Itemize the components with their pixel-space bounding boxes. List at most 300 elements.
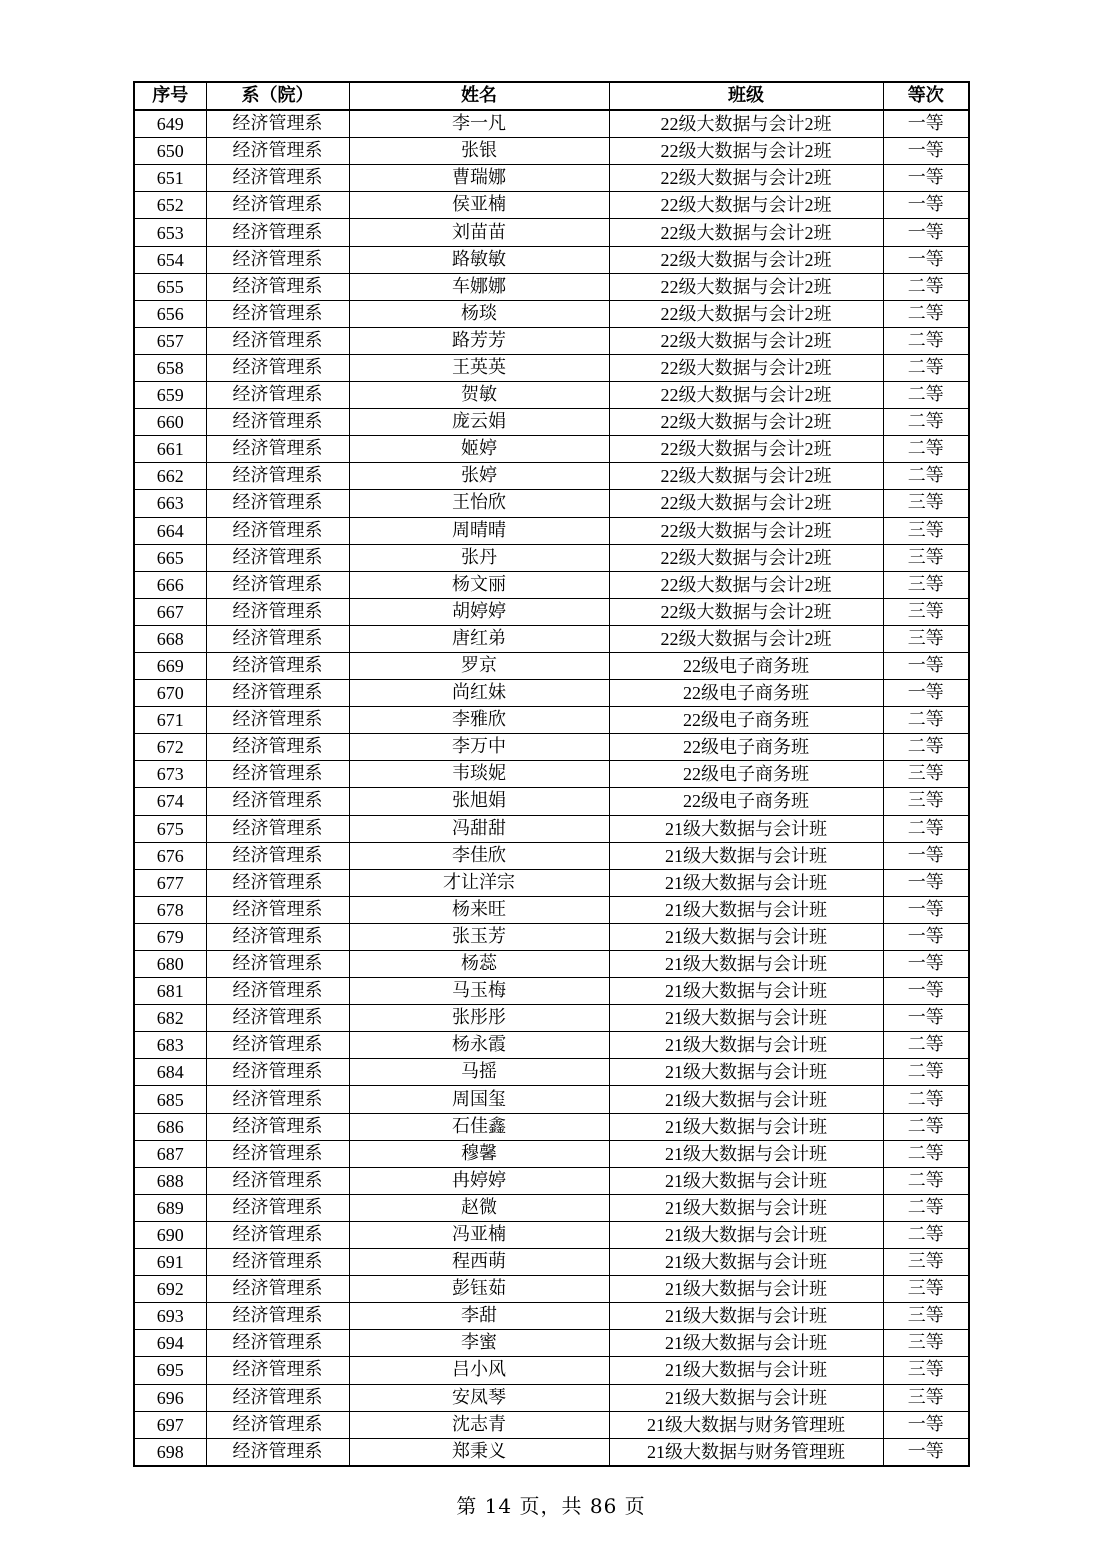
- serial-number-cell: 669: [134, 652, 206, 679]
- table-row: [134, 382, 969, 409]
- table-row: [134, 978, 969, 1005]
- department-cell: 经济管理系: [206, 1357, 349, 1384]
- name-cell: 张彤彤: [349, 1005, 609, 1032]
- department-cell: 经济管理系: [206, 707, 349, 734]
- class-cell: 22级电子商务班: [609, 707, 883, 734]
- name-cell: 吕小风: [349, 1357, 609, 1384]
- name-cell: 马摇: [349, 1059, 609, 1086]
- class-cell: 22级大数据与会计2班: [609, 246, 883, 273]
- serial-number-cell: 678: [134, 896, 206, 923]
- serial-number-cell: 687: [134, 1140, 206, 1167]
- grade-cell: 一等: [883, 680, 969, 707]
- table-row: [134, 463, 969, 490]
- name-cell: 王英英: [349, 354, 609, 381]
- grade-cell: 三等: [883, 571, 969, 598]
- name-cell: 罗京: [349, 652, 609, 679]
- grade-cell: 三等: [883, 598, 969, 625]
- department-cell: 经济管理系: [206, 842, 349, 869]
- department-cell: 经济管理系: [206, 409, 349, 436]
- class-cell: 22级大数据与会计2班: [609, 517, 883, 544]
- grade-cell: 一等: [883, 652, 969, 679]
- table-row: [134, 1438, 969, 1466]
- department-cell: 经济管理系: [206, 517, 349, 544]
- department-cell: 经济管理系: [206, 951, 349, 978]
- name-cell: 马玉梅: [349, 978, 609, 1005]
- grade-cell: 三等: [883, 788, 969, 815]
- name-cell: 胡婷婷: [349, 598, 609, 625]
- name-cell: 张银: [349, 138, 609, 165]
- grade-cell: 二等: [883, 382, 969, 409]
- grade-cell: 二等: [883, 409, 969, 436]
- department-cell: 经济管理系: [206, 1059, 349, 1086]
- grade-cell: 二等: [883, 300, 969, 327]
- class-cell: 21级大数据与会计班: [609, 1059, 883, 1086]
- serial-number-cell: 679: [134, 923, 206, 950]
- table-row: [134, 571, 969, 598]
- class-cell: 21级大数据与会计班: [609, 1249, 883, 1276]
- name-cell: 杨来旺: [349, 896, 609, 923]
- table-row: [134, 761, 969, 788]
- serial-number-cell: 650: [134, 138, 206, 165]
- name-cell: 杨永霞: [349, 1032, 609, 1059]
- name-cell: 赵微: [349, 1194, 609, 1221]
- table-row: [134, 734, 969, 761]
- grade-cell: 二等: [883, 1059, 969, 1086]
- grade-cell: 二等: [883, 463, 969, 490]
- department-cell: 经济管理系: [206, 165, 349, 192]
- name-cell: 李一凡: [349, 110, 609, 138]
- class-cell: 22级电子商务班: [609, 652, 883, 679]
- class-cell: 22级大数据与会计2班: [609, 300, 883, 327]
- table-row: [134, 490, 969, 517]
- serial-number-cell: 690: [134, 1221, 206, 1248]
- name-cell: 韦琰妮: [349, 761, 609, 788]
- serial-number-cell: 666: [134, 571, 206, 598]
- class-cell: 21级大数据与会计班: [609, 842, 883, 869]
- department-cell: 经济管理系: [206, 1113, 349, 1140]
- table-row: [134, 1303, 969, 1330]
- serial-number-cell: 665: [134, 544, 206, 571]
- roster-table: [133, 81, 970, 1467]
- department-cell: 经济管理系: [206, 219, 349, 246]
- table-row: [134, 327, 969, 354]
- class-cell: 22级大数据与会计2班: [609, 192, 883, 219]
- class-cell: 21级大数据与会计班: [609, 1194, 883, 1221]
- name-cell: 王怡欣: [349, 490, 609, 517]
- class-cell: 21级大数据与会计班: [609, 1005, 883, 1032]
- table-row: [134, 1194, 969, 1221]
- serial-number-cell: 670: [134, 680, 206, 707]
- grade-cell: 二等: [883, 1221, 969, 1248]
- department-cell: 经济管理系: [206, 544, 349, 571]
- serial-number-cell: 652: [134, 192, 206, 219]
- table-row: [134, 1276, 969, 1303]
- serial-number-cell: 654: [134, 246, 206, 273]
- name-cell: 路芳芳: [349, 327, 609, 354]
- table-row: [134, 138, 969, 165]
- name-cell: 石佳鑫: [349, 1113, 609, 1140]
- grade-cell: 三等: [883, 1249, 969, 1276]
- class-cell: 22级大数据与会计2班: [609, 490, 883, 517]
- class-cell: 21级大数据与会计班: [609, 815, 883, 842]
- serial-number-cell: 664: [134, 517, 206, 544]
- table-row: [134, 598, 969, 625]
- serial-number-cell: 671: [134, 707, 206, 734]
- table-row: [134, 409, 969, 436]
- table-row: [134, 165, 969, 192]
- serial-number-cell: 674: [134, 788, 206, 815]
- name-cell: 彭钰茹: [349, 1276, 609, 1303]
- serial-number-cell: 688: [134, 1167, 206, 1194]
- grade-cell: 一等: [883, 246, 969, 273]
- department-cell: 经济管理系: [206, 625, 349, 652]
- class-cell: 21级大数据与会计班: [609, 1032, 883, 1059]
- serial-number-cell: 663: [134, 490, 206, 517]
- class-cell: 21级大数据与财务管理班: [609, 1438, 883, 1466]
- class-cell: 21级大数据与会计班: [609, 978, 883, 1005]
- grade-cell: 三等: [883, 490, 969, 517]
- name-cell: 杨蕊: [349, 951, 609, 978]
- class-cell: 21级大数据与财务管理班: [609, 1411, 883, 1438]
- class-cell: 21级大数据与会计班: [609, 1221, 883, 1248]
- serial-number-cell: 691: [134, 1249, 206, 1276]
- grade-cell: 三等: [883, 1384, 969, 1411]
- department-cell: 经济管理系: [206, 382, 349, 409]
- table-row: [134, 680, 969, 707]
- serial-number-cell: 658: [134, 354, 206, 381]
- table-row: [134, 1113, 969, 1140]
- grade-cell: 三等: [883, 1276, 969, 1303]
- name-cell: 冯甜甜: [349, 815, 609, 842]
- name-cell: 李万中: [349, 734, 609, 761]
- grade-cell: 一等: [883, 1438, 969, 1466]
- name-cell: 曹瑞娜: [349, 165, 609, 192]
- department-cell: 经济管理系: [206, 978, 349, 1005]
- serial-number-cell: 656: [134, 300, 206, 327]
- serial-number-cell: 682: [134, 1005, 206, 1032]
- department-cell: 经济管理系: [206, 436, 349, 463]
- serial-number-cell: 673: [134, 761, 206, 788]
- name-cell: 贺敏: [349, 382, 609, 409]
- grade-cell: 一等: [883, 896, 969, 923]
- serial-number-cell: 689: [134, 1194, 206, 1221]
- table-row: [134, 896, 969, 923]
- class-cell: 21级大数据与会计班: [609, 1113, 883, 1140]
- class-cell: 21级大数据与会计班: [609, 923, 883, 950]
- grade-cell: 二等: [883, 707, 969, 734]
- table-row: [134, 300, 969, 327]
- grade-cell: 三等: [883, 1357, 969, 1384]
- table-row: [134, 1411, 969, 1438]
- department-cell: 经济管理系: [206, 788, 349, 815]
- table-row: [134, 110, 969, 138]
- grade-cell: 三等: [883, 544, 969, 571]
- serial-number-cell: 653: [134, 219, 206, 246]
- class-cell: 22级电子商务班: [609, 761, 883, 788]
- grade-cell: 一等: [883, 978, 969, 1005]
- name-cell: 张玉芳: [349, 923, 609, 950]
- department-cell: 经济管理系: [206, 923, 349, 950]
- name-cell: 周国玺: [349, 1086, 609, 1113]
- class-cell: 21级大数据与会计班: [609, 1330, 883, 1357]
- class-cell: 22级大数据与会计2班: [609, 436, 883, 463]
- table-row: [134, 951, 969, 978]
- table-row: [134, 1167, 969, 1194]
- grade-cell: 二等: [883, 1194, 969, 1221]
- grade-cell: 二等: [883, 273, 969, 300]
- grade-cell: 二等: [883, 1167, 969, 1194]
- name-cell: 李蜜: [349, 1330, 609, 1357]
- serial-number-cell: 649: [134, 110, 206, 138]
- table-row: [134, 1005, 969, 1032]
- table-row: [134, 273, 969, 300]
- serial-number-cell: 696: [134, 1384, 206, 1411]
- grade-cell: 二等: [883, 436, 969, 463]
- department-cell: 经济管理系: [206, 598, 349, 625]
- name-cell: 李雅欣: [349, 707, 609, 734]
- serial-number-cell: 657: [134, 327, 206, 354]
- name-cell: 冉婷婷: [349, 1167, 609, 1194]
- table-row: [134, 192, 969, 219]
- department-cell: 经济管理系: [206, 1167, 349, 1194]
- department-cell: 经济管理系: [206, 1384, 349, 1411]
- name-cell: 路敏敏: [349, 246, 609, 273]
- table-row: [134, 246, 969, 273]
- table-row: [134, 1357, 969, 1384]
- class-cell: 22级大数据与会计2班: [609, 544, 883, 571]
- table-row: [134, 1140, 969, 1167]
- grade-cell: 二等: [883, 1086, 969, 1113]
- table-row: [134, 517, 969, 544]
- class-cell: 22级大数据与会计2班: [609, 110, 883, 138]
- class-cell: 21级大数据与会计班: [609, 1086, 883, 1113]
- page-footer: 第 14 页，共 86 页: [456, 1494, 646, 1518]
- name-cell: 沈志青: [349, 1411, 609, 1438]
- name-cell: 安凤琴: [349, 1384, 609, 1411]
- serial-number-cell: 662: [134, 463, 206, 490]
- department-cell: 经济管理系: [206, 1438, 349, 1466]
- department-cell: 经济管理系: [206, 300, 349, 327]
- class-cell: 21级大数据与会计班: [609, 1167, 883, 1194]
- grade-cell: 一等: [883, 110, 969, 138]
- class-cell: 21级大数据与会计班: [609, 896, 883, 923]
- name-cell: 才让洋宗: [349, 869, 609, 896]
- table-row: [134, 1032, 969, 1059]
- table-row: [134, 1086, 969, 1113]
- name-cell: 尚红妹: [349, 680, 609, 707]
- department-cell: 经济管理系: [206, 761, 349, 788]
- class-cell: 21级大数据与会计班: [609, 951, 883, 978]
- table-row: [134, 652, 969, 679]
- department-cell: 经济管理系: [206, 680, 349, 707]
- header-serial-number: 序号: [134, 82, 206, 110]
- table-row: [134, 1221, 969, 1248]
- grade-cell: 二等: [883, 1140, 969, 1167]
- serial-number-cell: 676: [134, 842, 206, 869]
- name-cell: 张旭娟: [349, 788, 609, 815]
- class-cell: 21级大数据与会计班: [609, 869, 883, 896]
- name-cell: 程西萌: [349, 1249, 609, 1276]
- name-cell: 李佳欣: [349, 842, 609, 869]
- department-cell: 经济管理系: [206, 815, 349, 842]
- department-cell: 经济管理系: [206, 1249, 349, 1276]
- class-cell: 22级大数据与会计2班: [609, 625, 883, 652]
- grade-cell: 一等: [883, 192, 969, 219]
- table-row: [134, 544, 969, 571]
- grade-cell: 一等: [883, 951, 969, 978]
- class-cell: 22级大数据与会计2班: [609, 219, 883, 246]
- name-cell: 唐红弟: [349, 625, 609, 652]
- class-cell: 21级大数据与会计班: [609, 1384, 883, 1411]
- grade-cell: 一等: [883, 869, 969, 896]
- department-cell: 经济管理系: [206, 1032, 349, 1059]
- table-row: [134, 436, 969, 463]
- department-cell: 经济管理系: [206, 490, 349, 517]
- grade-cell: 二等: [883, 327, 969, 354]
- table-row: [134, 219, 969, 246]
- header-name: 姓名: [349, 82, 609, 110]
- table-row: [134, 842, 969, 869]
- name-cell: 穆馨: [349, 1140, 609, 1167]
- grade-cell: 一等: [883, 1411, 969, 1438]
- class-cell: 21级大数据与会计班: [609, 1140, 883, 1167]
- name-cell: 张丹: [349, 544, 609, 571]
- grade-cell: 一等: [883, 219, 969, 246]
- class-cell: 22级电子商务班: [609, 680, 883, 707]
- department-cell: 经济管理系: [206, 1276, 349, 1303]
- serial-number-cell: 661: [134, 436, 206, 463]
- grade-cell: 三等: [883, 625, 969, 652]
- serial-number-cell: 697: [134, 1411, 206, 1438]
- serial-number-cell: 695: [134, 1357, 206, 1384]
- serial-number-cell: 693: [134, 1303, 206, 1330]
- class-cell: 22级电子商务班: [609, 788, 883, 815]
- class-cell: 21级大数据与会计班: [609, 1303, 883, 1330]
- serial-number-cell: 698: [134, 1438, 206, 1466]
- table-body: [134, 110, 969, 1466]
- serial-number-cell: 694: [134, 1330, 206, 1357]
- name-cell: 郑秉义: [349, 1438, 609, 1466]
- serial-number-cell: 675: [134, 815, 206, 842]
- header-grade: 等次: [883, 82, 969, 110]
- department-cell: 经济管理系: [206, 246, 349, 273]
- grade-cell: 二等: [883, 734, 969, 761]
- serial-number-cell: 655: [134, 273, 206, 300]
- grade-cell: 二等: [883, 354, 969, 381]
- serial-number-cell: 660: [134, 409, 206, 436]
- class-cell: 21级大数据与会计班: [609, 1276, 883, 1303]
- department-cell: 经济管理系: [206, 1303, 349, 1330]
- table-row: [134, 1059, 969, 1086]
- grade-cell: 一等: [883, 138, 969, 165]
- department-cell: 经济管理系: [206, 192, 349, 219]
- class-cell: 22级大数据与会计2班: [609, 273, 883, 300]
- serial-number-cell: 681: [134, 978, 206, 1005]
- department-cell: 经济管理系: [206, 1086, 349, 1113]
- name-cell: 周晴晴: [349, 517, 609, 544]
- serial-number-cell: 667: [134, 598, 206, 625]
- serial-number-cell: 685: [134, 1086, 206, 1113]
- name-cell: 刘苗苗: [349, 219, 609, 246]
- name-cell: 李甜: [349, 1303, 609, 1330]
- serial-number-cell: 692: [134, 1276, 206, 1303]
- table-row: [134, 815, 969, 842]
- department-cell: 经济管理系: [206, 138, 349, 165]
- serial-number-cell: 686: [134, 1113, 206, 1140]
- name-cell: 杨琰: [349, 300, 609, 327]
- grade-cell: 三等: [883, 517, 969, 544]
- grade-cell: 一等: [883, 165, 969, 192]
- table-row: [134, 707, 969, 734]
- table-header: [134, 82, 969, 110]
- department-cell: 经济管理系: [206, 1140, 349, 1167]
- department-cell: 经济管理系: [206, 354, 349, 381]
- department-cell: 经济管理系: [206, 571, 349, 598]
- name-cell: 张婷: [349, 463, 609, 490]
- header-row: [134, 82, 969, 110]
- serial-number-cell: 659: [134, 382, 206, 409]
- header-department: 系（院）: [206, 82, 349, 110]
- class-cell: 22级大数据与会计2班: [609, 327, 883, 354]
- class-cell: 22级大数据与会计2班: [609, 138, 883, 165]
- class-cell: 22级大数据与会计2班: [609, 382, 883, 409]
- grade-cell: 一等: [883, 1005, 969, 1032]
- grade-cell: 二等: [883, 1113, 969, 1140]
- class-cell: 21级大数据与会计班: [609, 1357, 883, 1384]
- serial-number-cell: 684: [134, 1059, 206, 1086]
- table-row: [134, 869, 969, 896]
- department-cell: 经济管理系: [206, 734, 349, 761]
- table-row: [134, 788, 969, 815]
- serial-number-cell: 680: [134, 951, 206, 978]
- name-cell: 冯亚楠: [349, 1221, 609, 1248]
- serial-number-cell: 651: [134, 165, 206, 192]
- table-row: [134, 354, 969, 381]
- class-cell: 22级大数据与会计2班: [609, 598, 883, 625]
- name-cell: 侯亚楠: [349, 192, 609, 219]
- department-cell: 经济管理系: [206, 652, 349, 679]
- department-cell: 经济管理系: [206, 327, 349, 354]
- name-cell: 姬婷: [349, 436, 609, 463]
- department-cell: 经济管理系: [206, 1221, 349, 1248]
- name-cell: 车娜娜: [349, 273, 609, 300]
- serial-number-cell: 683: [134, 1032, 206, 1059]
- class-cell: 22级大数据与会计2班: [609, 165, 883, 192]
- name-cell: 杨文丽: [349, 571, 609, 598]
- department-cell: 经济管理系: [206, 1411, 349, 1438]
- grade-cell: 二等: [883, 1032, 969, 1059]
- class-cell: 22级大数据与会计2班: [609, 409, 883, 436]
- table-row: [134, 1249, 969, 1276]
- header-class: 班级: [609, 82, 883, 110]
- name-cell: 庞云娟: [349, 409, 609, 436]
- grade-cell: 二等: [883, 815, 969, 842]
- grade-cell: 一等: [883, 923, 969, 950]
- department-cell: 经济管理系: [206, 1194, 349, 1221]
- class-cell: 22级大数据与会计2班: [609, 354, 883, 381]
- serial-number-cell: 672: [134, 734, 206, 761]
- table-row: [134, 1330, 969, 1357]
- grade-cell: 三等: [883, 761, 969, 788]
- class-cell: 22级大数据与会计2班: [609, 571, 883, 598]
- class-cell: 22级大数据与会计2班: [609, 463, 883, 490]
- grade-cell: 三等: [883, 1330, 969, 1357]
- serial-number-cell: 677: [134, 869, 206, 896]
- department-cell: 经济管理系: [206, 110, 349, 138]
- department-cell: 经济管理系: [206, 1005, 349, 1032]
- department-cell: 经济管理系: [206, 273, 349, 300]
- department-cell: 经济管理系: [206, 869, 349, 896]
